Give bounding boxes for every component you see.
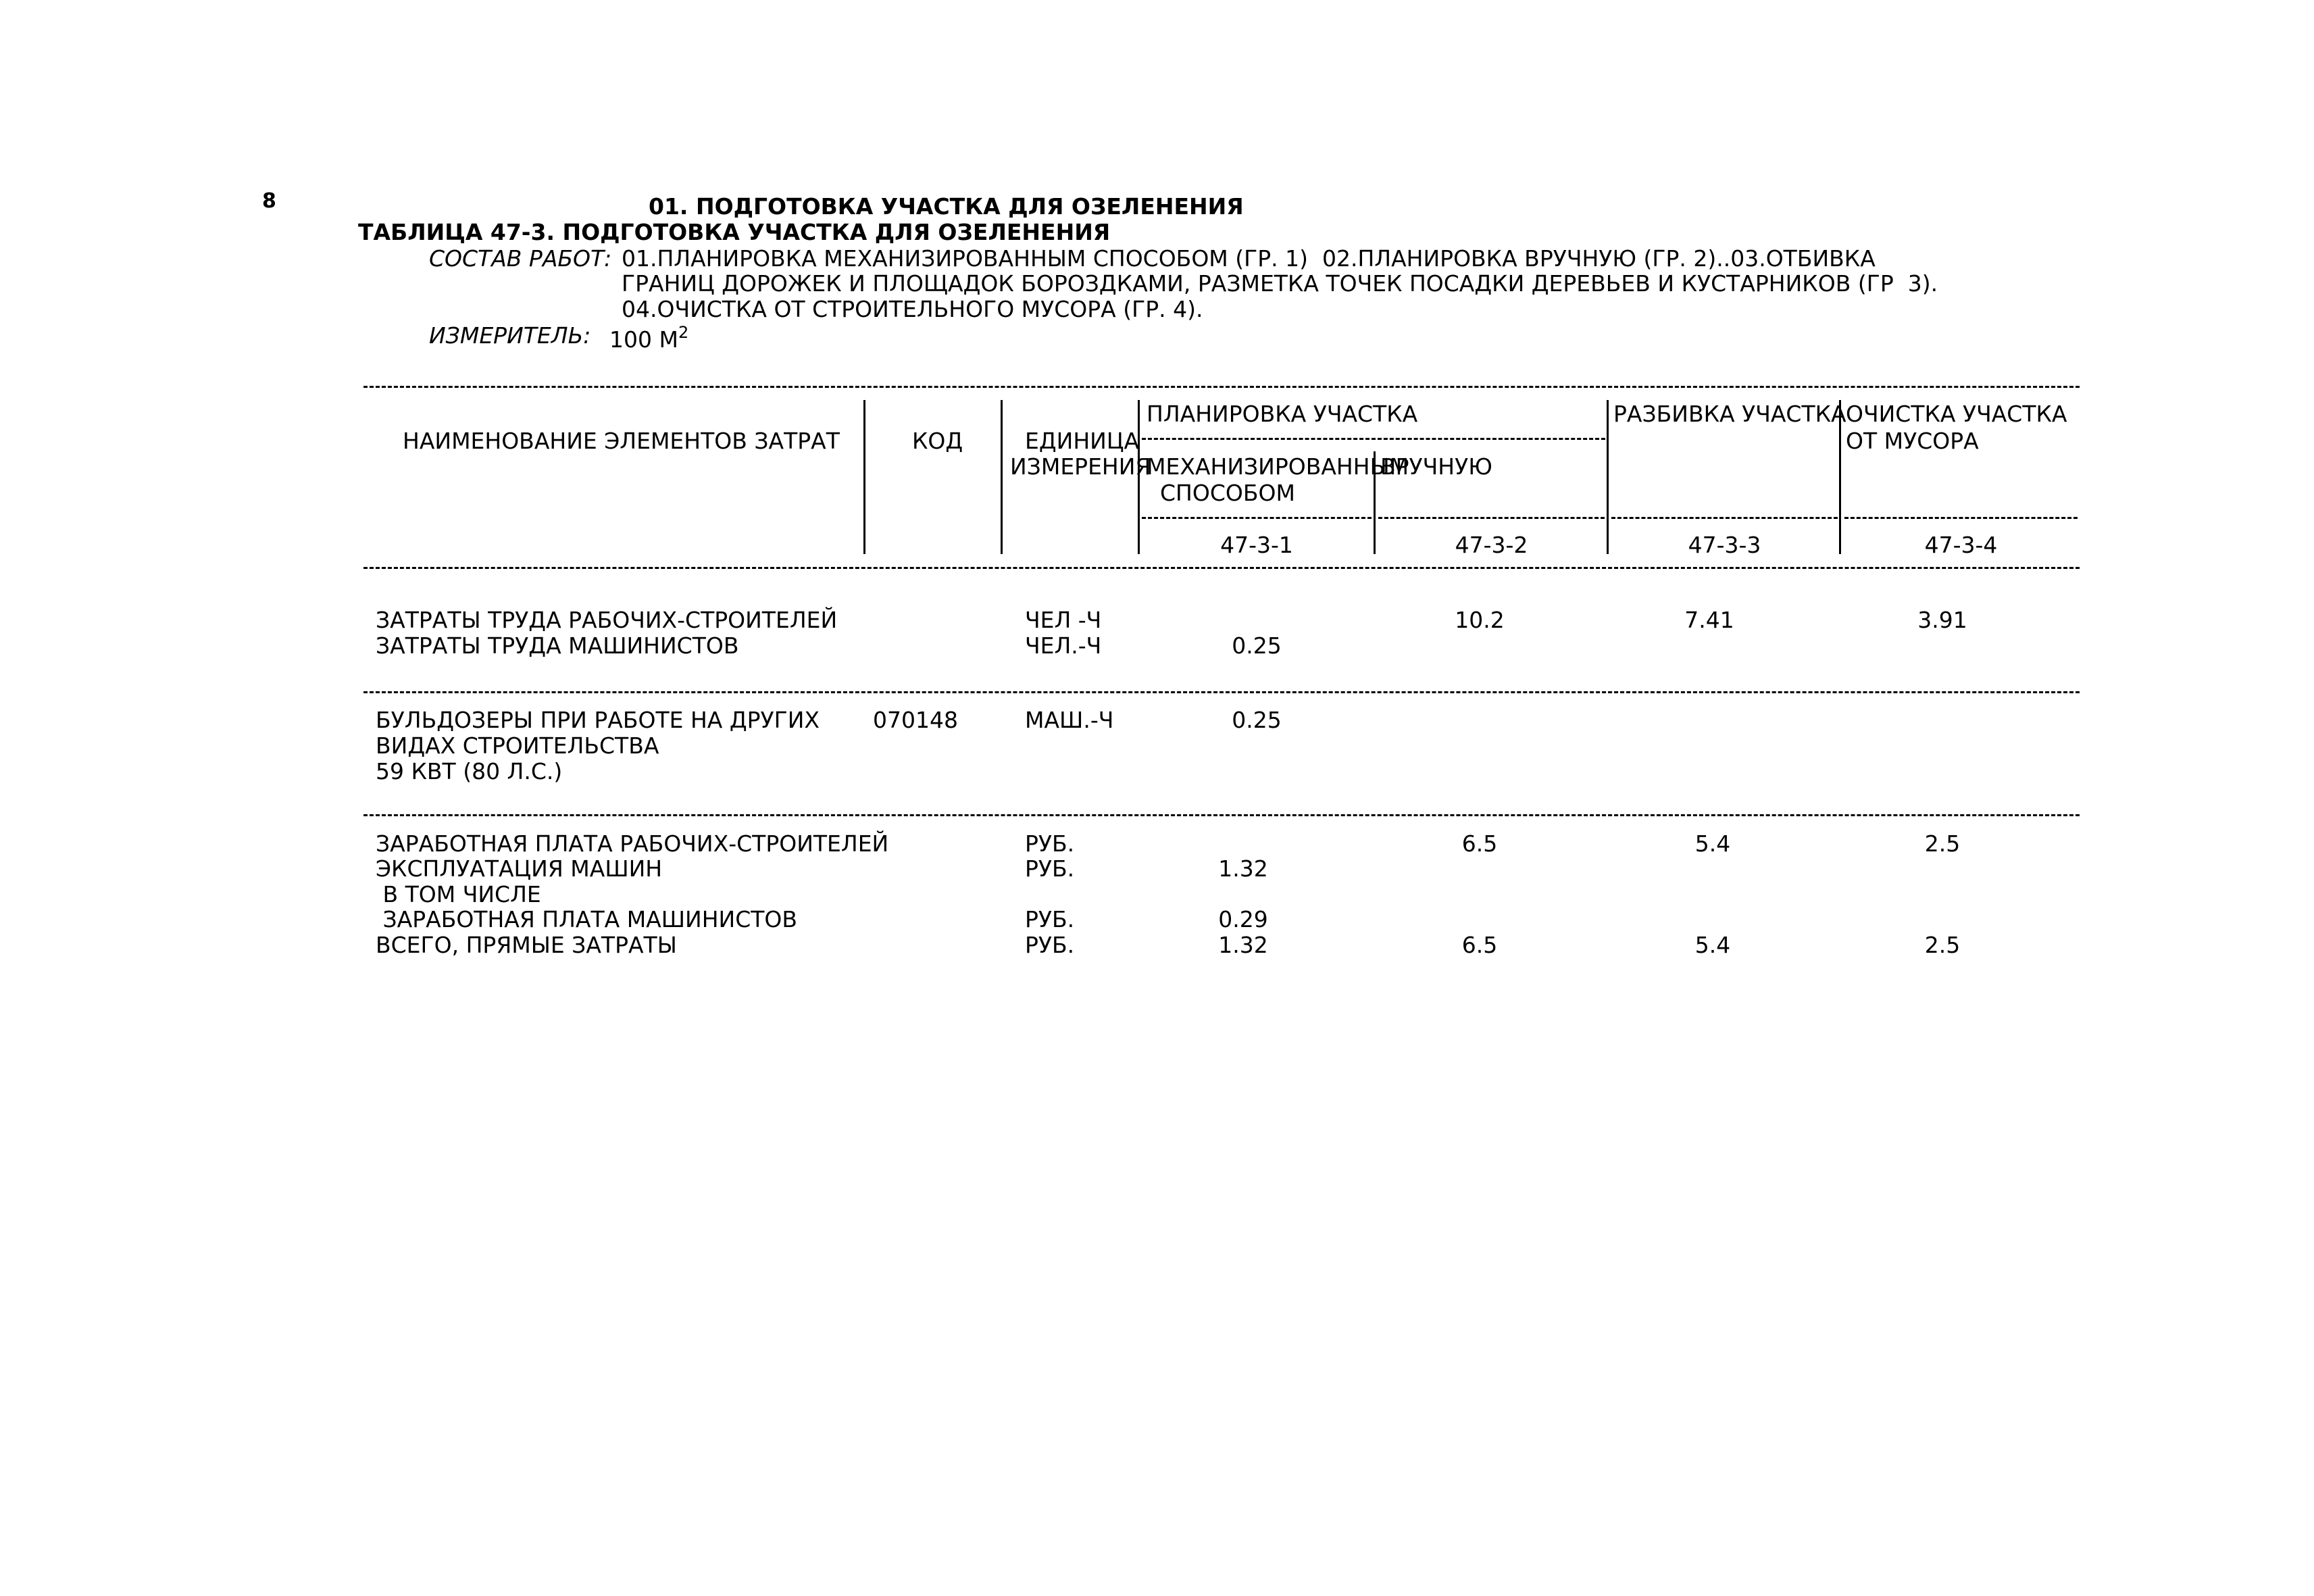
row-unit: ЧЕЛ.-Ч <box>1025 632 1102 659</box>
row-unit: РУБ. <box>1025 906 1075 932</box>
header-unit-1: ЕДИНИЦА <box>1025 428 1140 454</box>
codes-rule-1 <box>1142 517 1372 519</box>
row-name: ЗАРАБОТНАЯ ПЛАТА МАШИНИСТОВ <box>376 906 798 932</box>
header-code-47-3-1: 47-3-1 <box>1220 532 1293 558</box>
work-label: СОСТАВ РАБОТ: <box>429 245 612 272</box>
measure-value-text: 100 М <box>609 326 678 353</box>
group-rule-1 <box>363 691 2080 693</box>
col-divider-marking-left <box>1607 400 1609 554</box>
header-cleaning-2: ОТ МУСОРА <box>1846 428 1979 454</box>
header-top-rule <box>363 386 2080 388</box>
col-divider-unit-left <box>1001 400 1003 554</box>
row-value-1: 0.29 <box>1218 906 1268 932</box>
measure-label: ИЗМЕРИТЕЛЬ: <box>429 322 591 349</box>
row-value-2: 10.2 <box>1455 607 1505 633</box>
section-title: 01. ПОДГОТОВКА УЧАСТКА ДЛЯ ОЗЕЛЕНЕНИЯ <box>649 193 1244 220</box>
measure-sup: 2 <box>678 323 689 342</box>
header-manual: ВРУЧНУЮ <box>1380 453 1492 480</box>
row-value-3: 5.4 <box>1694 932 1731 958</box>
row-value-1: 0.25 <box>1232 632 1282 659</box>
codes-rule-3 <box>1611 517 1838 519</box>
header-name: НАИМЕНОВАНИЕ ЭЛЕМЕНТОВ ЗАТРАТ <box>403 428 840 454</box>
page-number: 8 <box>262 189 276 213</box>
row-value-2: 6.5 <box>1461 830 1498 857</box>
row-name: ЗАТРАТЫ ТРУДА МАШИНИСТОВ <box>376 632 739 659</box>
row-unit: МАШ.-Ч <box>1025 707 1114 733</box>
work-line-3: 04.ОЧИСТКА ОТ СТРОИТЕЛЬНОГО МУСОРА (ГР. 4). <box>622 296 1203 322</box>
row-value-2: 6.5 <box>1461 932 1498 958</box>
row-unit: ЧЕЛ -Ч <box>1025 607 1102 633</box>
row-unit: РУБ. <box>1025 830 1075 857</box>
row-unit: РУБ. <box>1025 855 1075 882</box>
work-line-1: 01.ПЛАНИРОВКА МЕХАНИЗИРОВАННЫМ СПОСОБОМ (ГР. 1) 02.ПЛАНИРОВКА ВРУЧНУЮ (ГР. 2)..03.ОТБИВКА <box>622 245 1876 272</box>
row-value-4: 2.5 <box>1924 932 1961 958</box>
row-value-1: 1.32 <box>1218 932 1268 958</box>
row-name: В ТОМ ЧИСЛЕ <box>376 881 541 907</box>
table-title: ТАБЛИЦА 47-3. ПОДГОТОВКА УЧАСТКА ДЛЯ ОЗЕЛЕНЕНИЯ <box>358 219 1111 245</box>
header-mech-1: МЕХАНИЗИРОВАННЫМ <box>1147 453 1409 480</box>
row-name: ЗАРАБОТНАЯ ПЛАТА РАБОЧИХ-СТРОИТЕЛЕЙ <box>376 830 889 857</box>
header-bottom-rule <box>363 567 2080 569</box>
row-name: ВСЕГО, ПРЯМЫЕ ЗАТРАТЫ <box>376 932 677 958</box>
group-rule-2 <box>363 814 2080 816</box>
header-code-47-3-4: 47-3-4 <box>1924 532 1998 558</box>
header-code: КОД <box>912 428 963 454</box>
measure-value <box>609 324 688 351</box>
header-mech-2: СПОСОБОМ <box>1160 480 1295 506</box>
row-code: 070148 <box>873 707 958 733</box>
codes-rule-2 <box>1378 517 1605 519</box>
row-value-3: 7.41 <box>1684 607 1734 633</box>
header-cleaning-1: ОЧИСТКА УЧАСТКА <box>1846 401 2067 427</box>
row-name: ЗАТРАТЫ ТРУДА РАБОЧИХ-СТРОИТЕЛЕЙ <box>376 607 838 633</box>
row-value-4: 2.5 <box>1924 830 1961 857</box>
header-code-47-3-2: 47-3-2 <box>1455 532 1528 558</box>
col-divider-code-left <box>863 400 865 554</box>
row-name-line-1: БУЛЬДОЗЕРЫ ПРИ РАБОТЕ НА ДРУГИХ <box>376 707 820 733</box>
header-marking: РАЗБИВКА УЧАСТКА <box>1613 401 1846 427</box>
row-name-line-2: ВИДАХ СТРОИТЕЛЬСТВА <box>376 732 659 759</box>
row-value-3: 5.4 <box>1694 830 1731 857</box>
row-value-4: 3.91 <box>1917 607 1967 633</box>
planning-underline <box>1142 438 1605 440</box>
row-name-line-3: 59 КВТ (80 Л.С.) <box>376 758 563 784</box>
work-line-2: ГРАНИЦ ДОРОЖЕК И ПЛОЩАДОК БОРОЗДКАМИ, РАЗМЕТКА ТОЧЕК ПОСАДКИ ДЕРЕВЬЕВ И КУСТАРНИКОВ (ГР 3). <box>622 270 1938 297</box>
codes-rule-4 <box>1844 517 2078 519</box>
header-unit-2: ИЗМЕРЕНИЯ <box>1010 453 1151 480</box>
row-value-1: 1.32 <box>1218 855 1268 882</box>
row-name: ЭКСПЛУАТАЦИЯ МАШИН <box>376 855 663 882</box>
header-planning: ПЛАНИРОВКА УЧАСТКА <box>1147 401 1418 427</box>
row-value-1: 0.25 <box>1232 707 1282 733</box>
row-unit: РУБ. <box>1025 932 1075 958</box>
header-code-47-3-3: 47-3-3 <box>1688 532 1761 558</box>
